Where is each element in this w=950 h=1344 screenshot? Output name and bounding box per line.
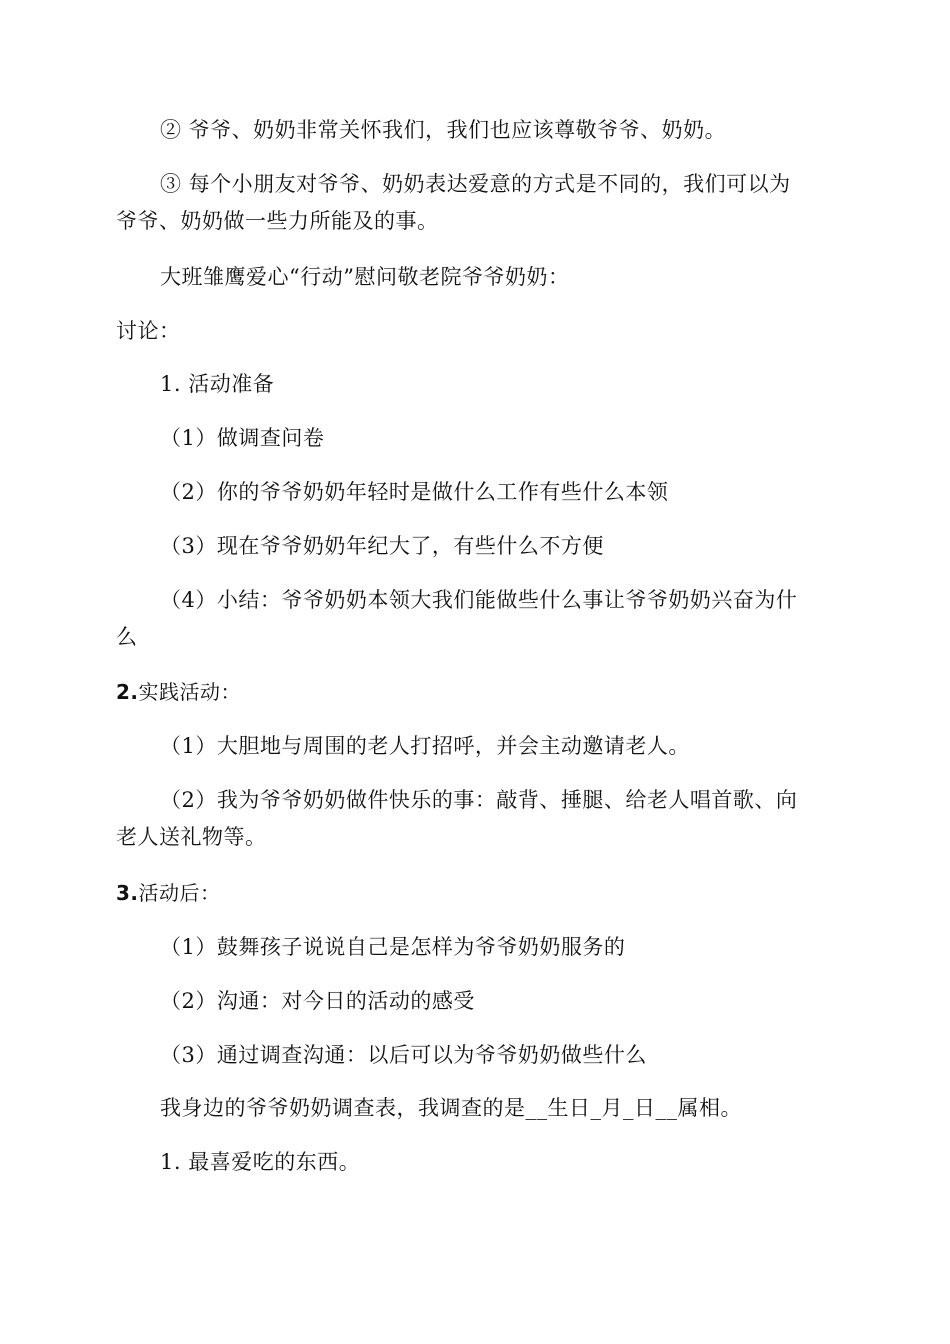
survey-question-1: 1. 最喜爱吃的东西。: [160, 1150, 361, 1174]
section-1-item-3: （3）现在爷爷奶奶年纪大了，有些什么不方便: [160, 534, 604, 558]
section-3-item-3: （3）通过调查沟通：以后可以为爷爷奶奶做些什么: [160, 1043, 647, 1067]
section-1-title: 1. 活动准备: [160, 372, 275, 396]
section-3-number: 3.: [116, 881, 139, 905]
section-2-title: 实践活动：: [138, 680, 242, 704]
paragraph-love-ways-line1: ③ 每个小朋友对爷爷、奶奶表达爱意的方式是不同的，我们可以为: [160, 172, 791, 196]
section-3-heading: [116, 878, 221, 908]
section-2-number: 2.: [116, 680, 139, 704]
section-2-heading: [116, 677, 241, 707]
paragraph-love-ways-line2: 爷爷、奶奶做一些力所能及的事。: [116, 209, 439, 233]
section-1-item-2: （2）你的爷爷奶奶年轻时是做什么工作有些什么本领: [160, 480, 669, 504]
section-3-item-2: （2）沟通：对今日的活动的感受: [160, 989, 475, 1013]
section-1-item-1: （1）做调查问卷: [160, 426, 325, 450]
paragraph-activity-title: 大班雏鹰爱心“行动”慰问敬老院爷爷奶奶：: [160, 265, 570, 289]
section-1-item-4-line2: 么: [116, 625, 138, 649]
paragraph-respect: ② 爷爷、奶奶非常关怀我们，我们也应该尊敬爷爷、奶奶。: [160, 118, 727, 142]
discussion-label: 讨论：: [116, 319, 181, 343]
survey-intro: 我身边的爷爷奶奶调查表，我调查的是__生日_月_日__属相。: [160, 1096, 742, 1120]
section-2-item-2-line2: 老人送礼物等。: [116, 825, 267, 849]
section-3-title: 活动后：: [138, 881, 221, 905]
section-3-item-1: （1）鼓舞孩子说说自己是怎样为爷爷奶奶服务的: [160, 935, 626, 959]
section-1-item-4-line1: （4）小结：爷爷奶奶本领大我们能做些什么事让爷爷奶奶兴奋为什: [160, 588, 798, 612]
section-2-item-1: （1）大胆地与周围的老人打招呼，并会主动邀请老人。: [160, 734, 690, 758]
section-2-item-2-line1: （2）我为爷爷奶奶做件快乐的事：敲背、捶腿、给老人唱首歌、向: [160, 788, 798, 812]
